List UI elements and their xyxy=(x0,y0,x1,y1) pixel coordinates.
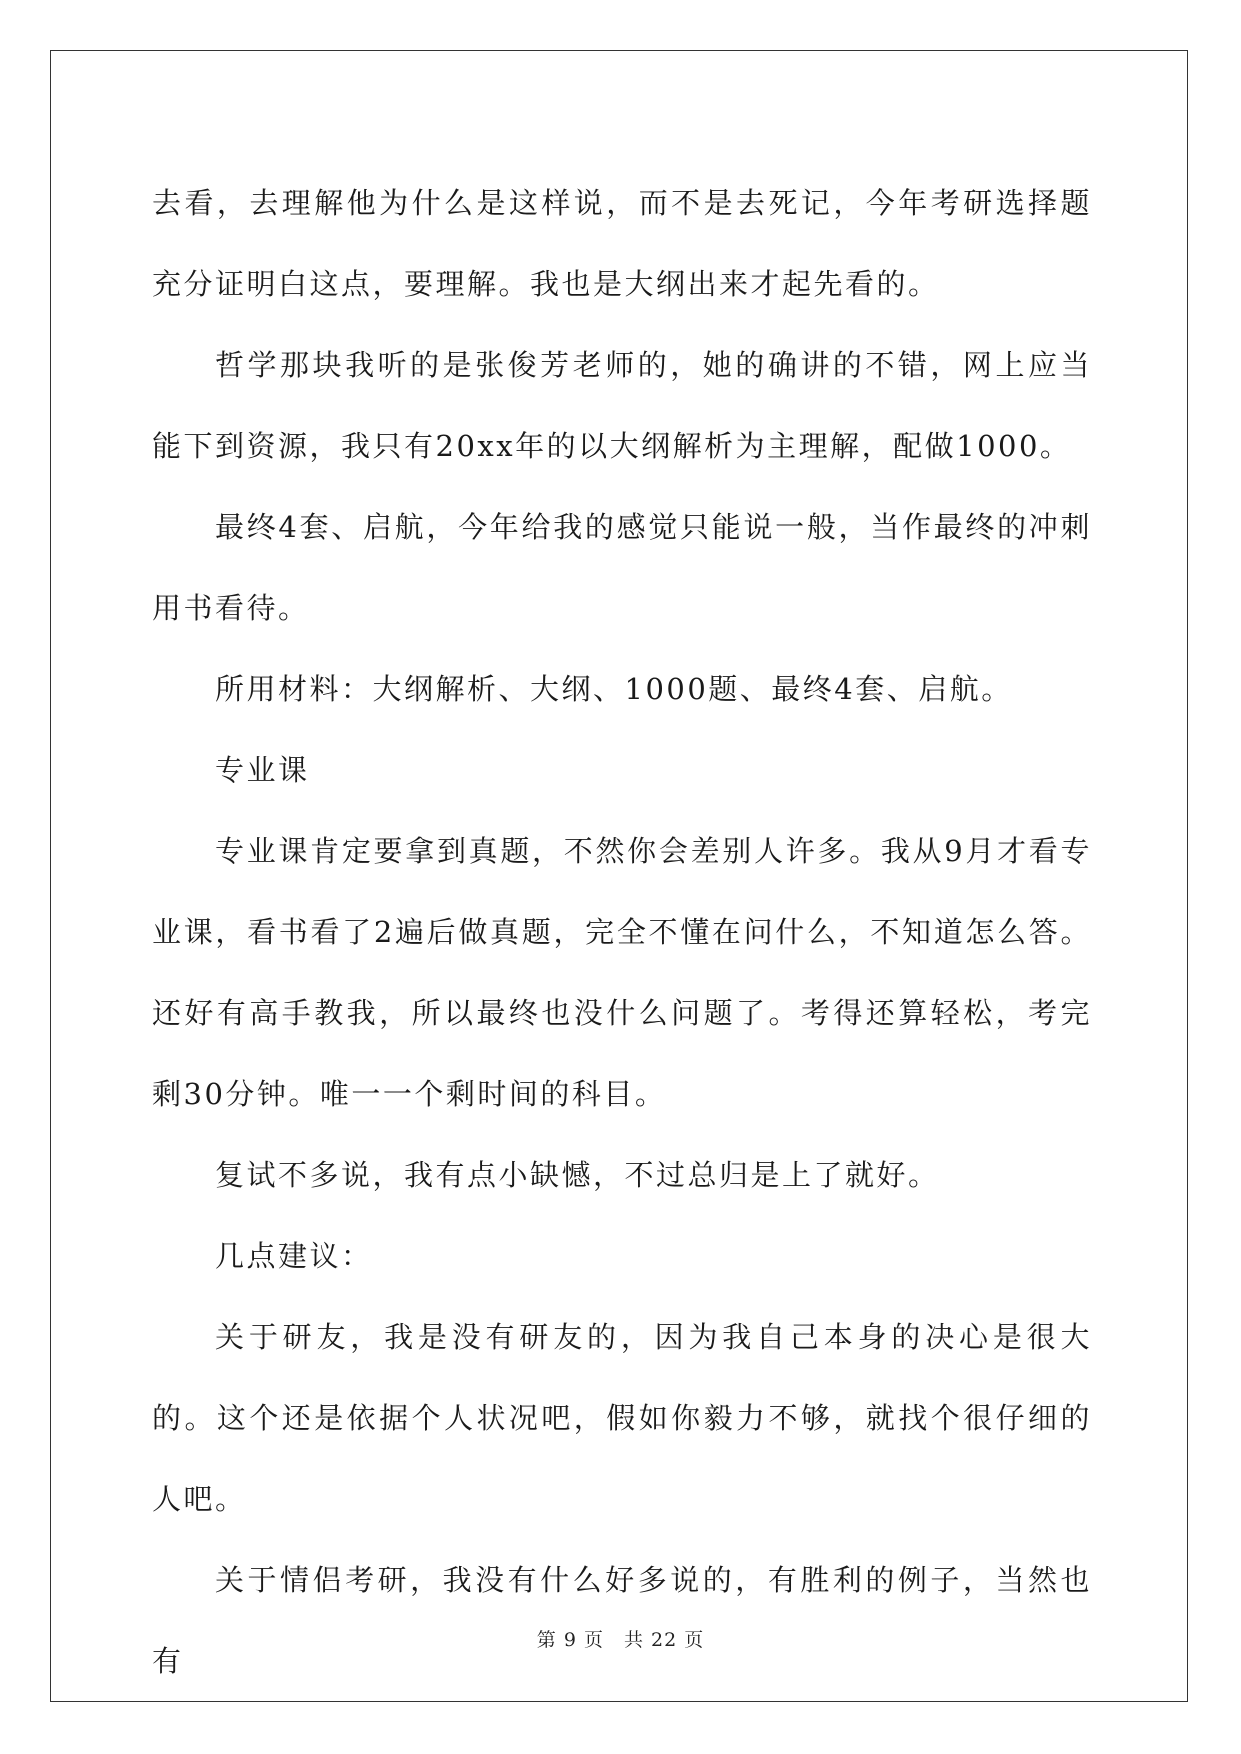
paragraph: 几点建议： xyxy=(215,1239,373,1273)
paragraph: 关于研友，我是没有研友的，因为我自己本身的决心是很大的。这个还是依据个人状况吧，假如你毅力不够，就找个很仔细的人吧。 xyxy=(152,1320,1092,1516)
paragraph: 最终4套、启航，今年给我的感觉只能说一般，当作最终的冲刺用书看待。 xyxy=(152,510,1092,625)
paragraph: 专业课肯定要拿到真题，不然你会差别人许多。我从9月才看专业课，看书看了2遍后做真题，完全不懂在问什么，不知道怎么答。还好有高手教我，所以最终也没什么问题了。考得还算轻松，考完剩30分钟。唯一一个剩时间的科目。 xyxy=(152,834,1092,1111)
document-body xyxy=(152,163,1092,1702)
paragraph: 哲学那块我听的是张俊芳老师的，她的确讲的不错，网上应当能下到资源，我只有20xx年的以大纲解析为主理解，配做1000。 xyxy=(152,348,1092,463)
section-heading: 专业课 xyxy=(215,753,310,787)
paragraph: 复试不多说，我有点小缺憾，不过总归是上了就好。 xyxy=(215,1158,940,1192)
page-number-footer: 第 9 页 共 22 页 xyxy=(536,1629,705,1651)
paragraph: 去看，去理解他为什么是这样说，而不是去死记，今年考研选择题充分证明白这点，要理解。我也是大纲出来才起先看的。 xyxy=(152,186,1092,301)
paragraph: 所用材料：大纲解析、大纲、1000题、最终4套、启航。 xyxy=(215,672,1013,706)
paragraph: 关于情侣考研，我没有什么好多说的，有胜利的例子，当然也有 xyxy=(152,1563,1092,1678)
